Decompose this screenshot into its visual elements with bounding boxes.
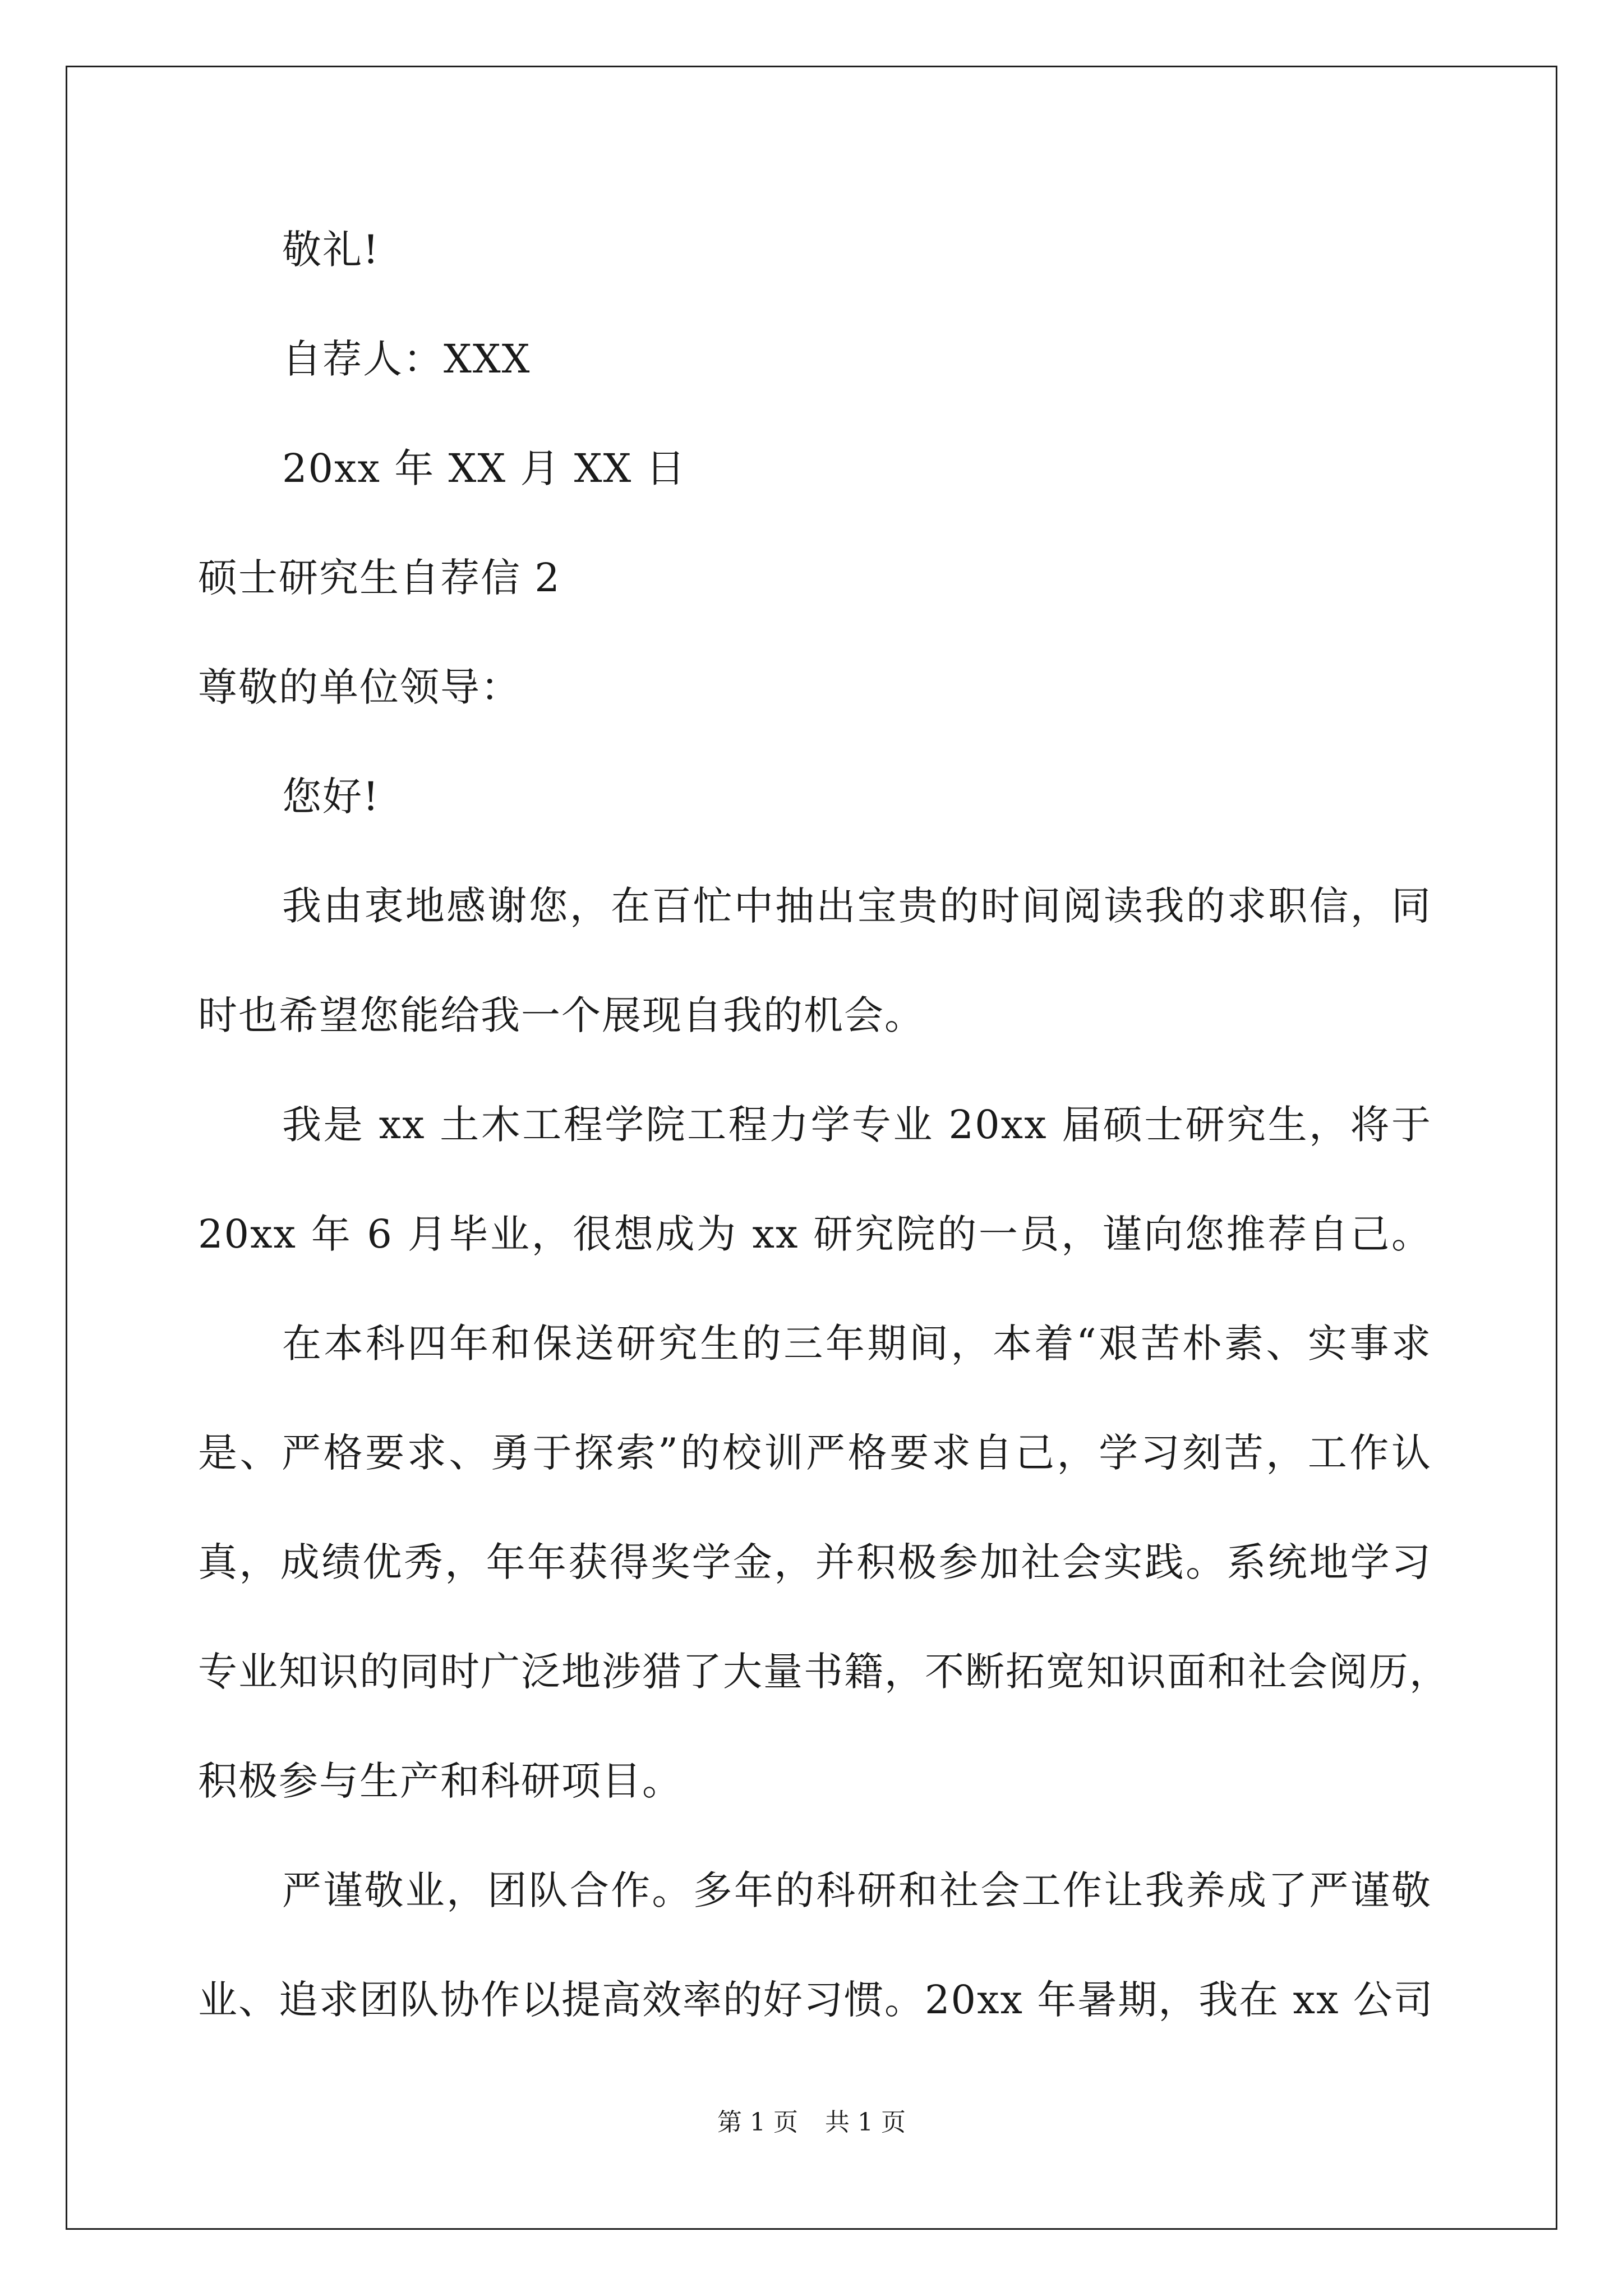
paragraph-line: 20xx 年 6 月毕业，很想成为 xx 研究院的一员，谨向您推荐自己。 bbox=[198, 1211, 1432, 1257]
paragraph-line: 时也希望您能给我一个展现自我的机会。 bbox=[198, 992, 925, 1038]
page-number: 第 1 页 bbox=[717, 2108, 798, 2137]
paragraph-line: 我由衷地感谢您，在百忙中抽出宝贵的时间阅读我的求职信，同 bbox=[282, 883, 1432, 929]
paragraph-line: 真，成绩优秀，年年获得奖学金，并积极参加社会实践。系统地学习 bbox=[198, 1539, 1432, 1585]
greeting: 您好! bbox=[282, 774, 380, 820]
page-footer bbox=[0, 2110, 1623, 2135]
greeting-addressee: 尊敬的单位领导： bbox=[198, 664, 521, 710]
paragraph-line: 我是 xx 土木工程学院工程力学专业 20xx 届硕士研究生，将于 bbox=[282, 1102, 1432, 1148]
closing-salutation: 敬礼! bbox=[282, 227, 380, 273]
page-total: 共 1 页 bbox=[825, 2108, 906, 2137]
paragraph-line: 积极参与生产和科研项目。 bbox=[198, 1758, 683, 1804]
paragraph-line: 严谨敬业，团队合作。多年的科研和社会工作让我养成了严谨敬 bbox=[282, 1867, 1432, 1913]
paragraph-line: 专业知识的同时广泛地涉猎了大量书籍，不断拓宽知识面和社会阅历， bbox=[198, 1649, 1450, 1695]
paragraph-line: 在本科四年和保送研究生的三年期间，本着“艰苦朴素、实事求 bbox=[282, 1320, 1432, 1366]
paragraph-line: 是、严格要求、勇于探索”的校训严格要求自己，学习刻苦，工作认 bbox=[198, 1430, 1432, 1476]
date-line: 20xx 年 XX 月 XX 日 bbox=[282, 445, 686, 491]
paragraph-line: 业、追求团队协作以提高效率的好习惯。20xx 年暑期，我在 xx 公司 bbox=[198, 1977, 1434, 2023]
section-title: 硕士研究生自荐信 2 bbox=[198, 555, 561, 601]
signature-line: 自荐人：XXX bbox=[282, 336, 531, 382]
